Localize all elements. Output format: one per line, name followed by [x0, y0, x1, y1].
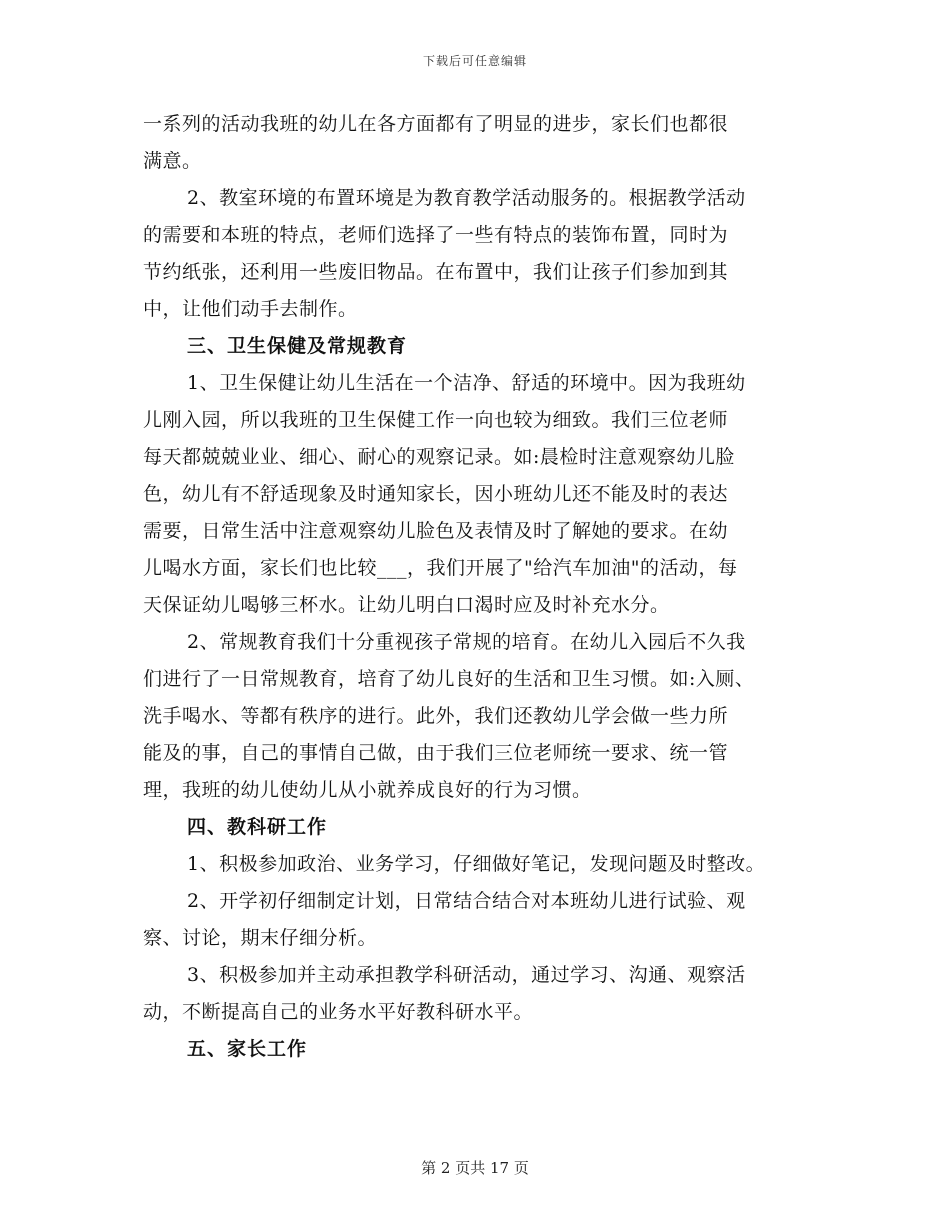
paragraph-line: 色，幼儿有不舒适现象及时通知家长，因小班幼儿还不能及时的表达 — [143, 483, 729, 505]
paragraph-line: 的需要和本班的特点，老师们选择了一些有特点的装饰布置，同时为 — [143, 224, 729, 246]
paragraph-line: 动，不断提高自己的业务水平好教科研水平。 — [143, 1001, 534, 1023]
paragraph-line: 儿喝水方面，家长们也比较___，我们开展了"给汽车加油"的活动，每 — [143, 557, 738, 579]
paragraph-line: 理，我班的幼儿使幼儿从小就养成良好的行为习惯。 — [143, 779, 592, 801]
section-heading-research: 四、教科研工作 — [187, 816, 328, 838]
paragraph-line: 能及的事，自己的事情自己做，由于我们三位老师统一要求、统一管 — [143, 742, 729, 764]
paragraph-line: 1、积极参加政治、业务学习，仔细做好笔记，发现问题及时整改。 — [187, 853, 766, 875]
section-heading-parents: 五、家长工作 — [187, 1038, 308, 1060]
paragraph-line: 需要，日常生活中注意观察幼儿脸色及表情及时了解她的要求。在幼 — [143, 520, 729, 542]
paragraph-line: 儿刚入园，所以我班的卫生保健工作一向也较为细致。我们三位老师 — [143, 409, 729, 431]
paragraph-line: 天保证幼儿喝够三杯水。让幼儿明白口渴时应及时补充水分。 — [143, 594, 670, 616]
paragraph-line: 们进行了一日常规教育，培育了幼儿良好的生活和卫生习惯。如:入厕、 — [143, 668, 755, 690]
section-heading-hygiene: 三、卫生保健及常规教育 — [187, 335, 408, 357]
paragraph-line: 2、常规教育我们十分重视孩子常规的培育。在幼儿入园后不久我 — [187, 631, 746, 653]
page-number-footer: 第 2 页共 17 页 — [421, 1159, 529, 1177]
paragraph-line: 洗手喝水、等都有秩序的进行。此外，我们还教幼儿学会做一些力所 — [143, 705, 729, 727]
paragraph-line: 2、开学初仔细制定计划，日常结合结合对本班幼儿进行试验、观 — [187, 890, 746, 912]
paragraph-line: 中，让他们动手去制作。 — [143, 298, 358, 320]
paragraph-line: 一系列的活动我班的幼儿在各方面都有了明显的进步，家长们也都很 — [143, 113, 729, 135]
paragraph-line: 2、教室环境的布置环境是为教育教学活动服务的。根据教学活动 — [187, 187, 746, 209]
paragraph-line: 每天都兢兢业业、细心、耐心的观察记录。如:晨检时注意观察幼儿脸 — [143, 446, 735, 468]
page-header-note: 下载后可任意编辑 — [422, 54, 527, 68]
paragraph-line: 满意。 — [143, 150, 202, 172]
paragraph-line: 节约纸张，还利用一些废旧物品。在布置中，我们让孩子们参加到其 — [143, 261, 729, 283]
document-body — [143, 106, 823, 1068]
paragraph-line: 1、卫生保健让幼儿生活在一个洁净、舒适的环境中。因为我班幼 — [187, 372, 746, 394]
paragraph-line: 察、讨论，期末仔细分析。 — [143, 927, 378, 949]
paragraph-line: 3、积极参加并主动承担教学科研活动，通过学习、沟通、观察活 — [187, 964, 746, 986]
